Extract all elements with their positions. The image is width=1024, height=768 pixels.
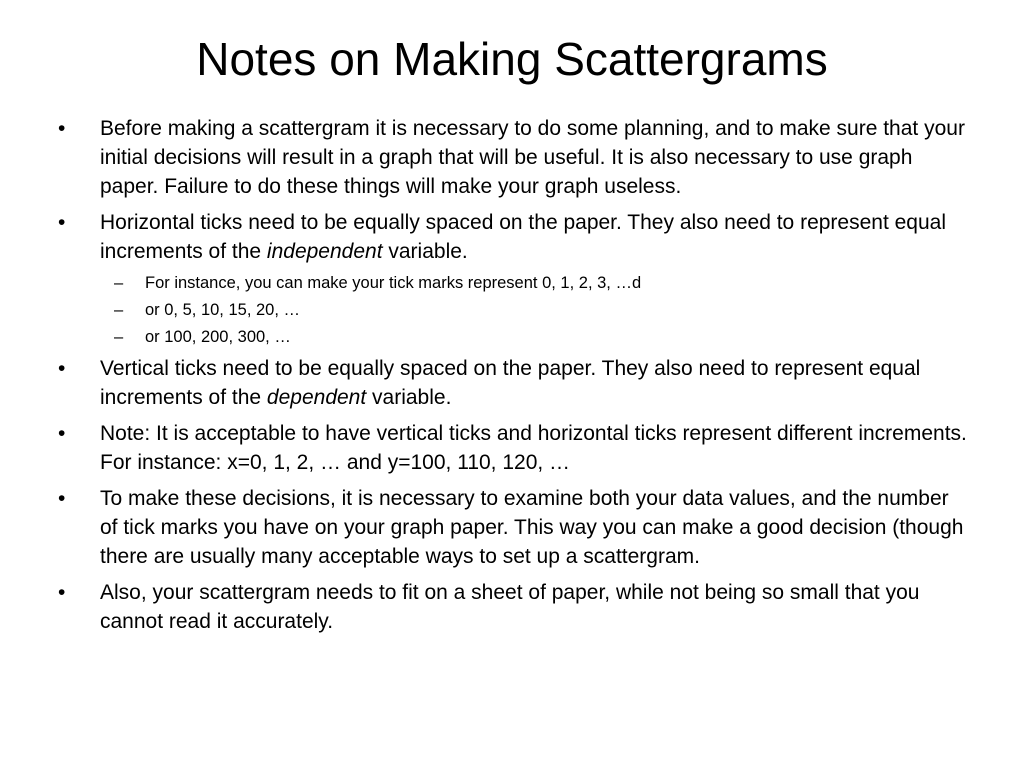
sub-item xyxy=(58,300,968,320)
sub-list xyxy=(58,273,968,347)
bullet-text: Also, your scattergram needs to fit on a sheet of paper, while not being so small that you cannot read it accurately. xyxy=(100,581,920,633)
bullet-text: Vertical ticks need to be equally spaced on the paper. They also need to represent equal increments of the xyxy=(100,357,921,409)
bullet-text-end: variable. xyxy=(382,240,468,263)
bullet-marker: • xyxy=(58,211,66,234)
slide-title: Notes on Making Scattergrams xyxy=(196,33,828,85)
bullet-marker: • xyxy=(58,117,66,140)
bullet-item xyxy=(58,354,968,412)
bullet-item xyxy=(58,419,968,477)
bullet-text: Note: It is acceptable to have vertical ticks and horizontal ticks represent different increments. For instance: x=0, 1, 2, … and y=100, 110, 120, … xyxy=(100,422,967,474)
bullet-item xyxy=(58,578,968,636)
sub-marker: – xyxy=(114,328,124,346)
sub-item-text: For instance, you can make your tick marks represent 0, 1, 2, 3, …d xyxy=(145,274,642,292)
bullet-text: Horizontal ticks need to be equally spaced on the paper. They also need to represent equal increments of the xyxy=(100,211,947,263)
bullet-item xyxy=(58,484,968,571)
bullet-marker: • xyxy=(58,487,66,510)
sub-item xyxy=(58,273,968,293)
bullet-item xyxy=(58,114,968,201)
bullet-emphasis: independent xyxy=(266,240,383,263)
sub-marker: – xyxy=(114,301,124,319)
sub-item-text: or 100, 200, 300, … xyxy=(145,328,291,346)
bullet-text: Before making a scattergram it is necessary to do some planning, and to make sure that your initial decisions will result in a graph that will be useful. It is also necessary to use graph paper. Failure to do these things will make your graph useless. xyxy=(100,117,965,198)
bullet-item xyxy=(58,208,968,266)
bullet-marker: • xyxy=(58,357,66,380)
bullet-marker: • xyxy=(58,581,66,604)
sub-marker: – xyxy=(114,274,124,292)
bullet-emphasis: dependent xyxy=(266,386,367,409)
bullet-marker: • xyxy=(58,422,66,445)
bullet-list xyxy=(58,114,968,643)
bullet-text: To make these decisions, it is necessary to examine both your data values, and the number of tick marks you have on your graph paper. This way you can make a good decision (though there are usually many acceptable ways to set up a scattergram. xyxy=(100,487,964,568)
bullet-text-end: variable. xyxy=(366,386,452,409)
sub-item xyxy=(58,327,968,347)
sub-item-text: or 0, 5, 10, 15, 20, … xyxy=(145,301,301,319)
